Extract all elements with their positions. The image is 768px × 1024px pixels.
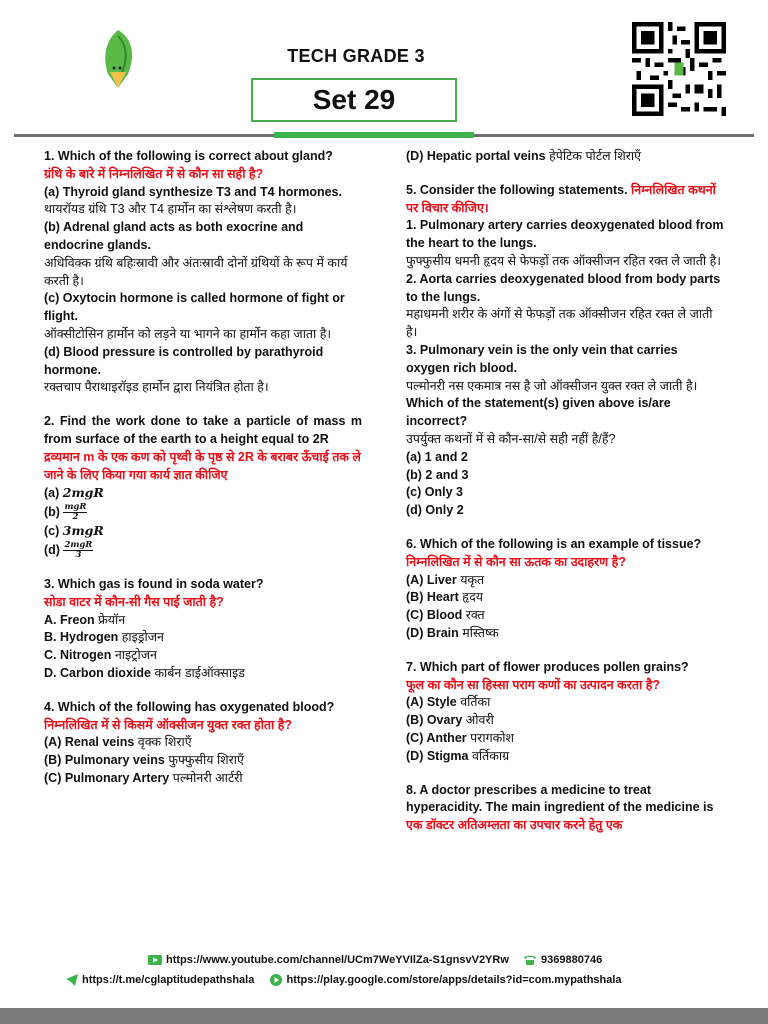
question-7-hi: फूल का कौन सा हिस्सा पराग कणों का उत्पादन करता है?: [406, 677, 661, 692]
option-line: (d) Only 2: [406, 503, 464, 518]
option-line: (C) Anther परागकोश: [406, 730, 514, 745]
statement-line: 1. Pulmonary artery carries deoxygenated blood from the heart to the lungs.: [406, 218, 724, 251]
option-line: C. Nitrogen नाइट्रोजन: [44, 648, 157, 663]
option-line: (A) Liver यकृत: [406, 572, 485, 587]
option-line: (D) Stigma वर्तिकाग्र: [406, 748, 510, 763]
qr-code[interactable]: [632, 22, 726, 116]
option-line: ऑक्सीटोसिन हार्मोन को लड़ने या भागने का हार्मोन कहा जाता है।: [44, 326, 332, 341]
question-1-en: 1. Which of the following is correct about gland?: [44, 149, 333, 163]
option-line: (a) Thyroid gland synthesize T3 and T4 hormones.: [44, 184, 342, 199]
left-column: [44, 148, 362, 804]
telegram-link[interactable]: https://t.me/cglaptitudepathshala: [82, 974, 255, 986]
question-1-hi: ग्रंथि के बारे में निम्नलिखित में से कौन सा सही है?: [44, 166, 264, 181]
set-number: Set 29: [251, 78, 457, 122]
telegram-icon[interactable]: [66, 974, 78, 986]
header-divider: [14, 132, 754, 138]
question-8-hi: एक डॉक्टर अतिअम्लता का उपचार करने हेतु एक: [406, 818, 623, 833]
question-5-en: 5. Consider the following statements.: [406, 182, 632, 197]
footer-line-1: [148, 954, 602, 966]
question-6-hi: निम्नलिखित में से कौन सा ऊतक का उदाहरण है?: [406, 554, 626, 569]
option-line: (b) 2 and 3: [406, 467, 469, 482]
youtube-icon[interactable]: [148, 955, 162, 965]
question-5-hi: निम्नलिखित कथनों पर विचार कीजिए।: [406, 182, 716, 215]
question-6-en: 6. Which of the following is an example of tissue?: [406, 536, 702, 551]
statement-line: पल्मोनरी नस एकमात्र नस है जो ऑक्सीजन युक्त रक्त ले जाती है।: [406, 378, 698, 393]
youtube-link[interactable]: https://www.youtube.com/channel/UCm7WeYVIlZa-S1gnsvV2YRw: [166, 954, 509, 966]
statement-line: Which of the statement(s) given above is/are incorrect?: [406, 396, 671, 429]
play-store-icon[interactable]: [270, 974, 282, 986]
option-line: (d) Blood pressure is controlled by parathyroid hormone.: [44, 344, 324, 377]
option-line: (B) Pulmonary veins फुफ्फुसीय शिराएँ: [44, 753, 244, 768]
option-line: (B) Heart हृदय: [406, 590, 484, 605]
option-line: (D) Brain मस्तिष्क: [406, 625, 499, 640]
question-7-en: 7. Which part of flower produces pollen grains?: [406, 659, 689, 674]
question-3-en: 3. Which gas is found in soda water?: [44, 576, 264, 591]
option-line: B. Hydrogen हाइड्रोजन: [44, 630, 164, 645]
question-3-hi: सोडा वाटर में कौन-सी गैस पाई जाती है?: [44, 594, 224, 609]
question-2-en: 2. Find the work done to take a particle of mass m from surface of the earth to a height equal to 2R: [44, 414, 362, 446]
statement-line: 2. Aorta carries deoxygenated blood from body parts to the lungs.: [406, 271, 721, 304]
option-line: (A) Renal veins वृक्क शिराएँ: [44, 735, 192, 750]
option-c: (c) 3mgR: [44, 523, 104, 539]
question-8-en: 8. A doctor prescribes a medicine to treat hyperacidity. The main ingredient of the medicine is: [406, 782, 714, 815]
question-8: [406, 782, 724, 835]
statement-line: फुफ्फुसीय धमनी हृदय से फेफड़ों तक ऑक्सीजन रहित रक्त ले जाती है।: [406, 253, 722, 268]
question-3: [44, 576, 362, 683]
option-line: (a) 1 and 2: [406, 449, 468, 464]
question-2-hi: द्रव्यमान m के एक कण को पृथ्वी के पृष्ठ से 2R के बराबर ऊँचाई तक ले जाने के लिए किया गया कार्य ज्ञात कीजिए: [44, 449, 361, 482]
option-line: अधिविक्क ग्रंथि बहिःस्रावी और अंतःस्रावी दोनों ग्रंथियों के रूप में कार्य करती है।: [44, 255, 348, 288]
statement-line: 3. Pulmonary vein is the only vein that carries oxygen rich blood.: [406, 342, 678, 375]
option-line: (C) Pulmonary Artery पल्मोनरी आर्टरी: [44, 770, 243, 785]
option-a: (a) 2mgR: [44, 485, 104, 501]
option-line: (c) Oxytocin hormone is called hormone of fight or flight.: [44, 291, 345, 324]
question-4: [44, 699, 362, 788]
question-4-en: 4. Which of the following has oxygenated blood?: [44, 699, 335, 714]
option-d: (d) $\frac{\text{2mgR}}{3}$: [44, 539, 93, 560]
option-b: (b) $\frac{\text{mgR}}{2}$: [44, 502, 87, 523]
page-title: TECH GRADE 3: [287, 46, 425, 66]
question-6: [406, 536, 724, 643]
right-column: [406, 148, 724, 851]
question-4-continued: (D) Hepatic portal veins हेपेटिक पोर्टल शिराएँ: [406, 149, 642, 163]
phone-icon: [523, 954, 537, 966]
phone-number[interactable]: 9369880746: [541, 954, 603, 966]
bottom-bar: [0, 1008, 768, 1024]
statement-line: उपर्युक्त कथनों में से कौन-सा/से सही नहीं है/हैं?: [406, 431, 616, 446]
option-line: रक्तचाप पैराथाइरॉइड हार्मोन द्वारा नियंत्रित होता है।: [44, 380, 269, 395]
question-1: [44, 148, 362, 397]
option-line: D. Carbon dioxide कार्बन डाईऑक्साइड: [44, 665, 245, 680]
footer-line-2: [66, 974, 622, 986]
option-line: (B) Ovary ओवरी: [406, 713, 494, 728]
question-5: [406, 182, 724, 520]
option-line: (C) Blood रक्त: [406, 608, 485, 623]
option-line: थायरॉयड ग्रंथि T3 और T4 हार्मोन का संश्लेषण करती है।: [44, 202, 297, 217]
option-line: (A) Style वर्तिका: [406, 695, 491, 710]
option-line: (c) Only 3: [406, 485, 463, 500]
question-4-hi: निम्नलिखित में से किसमें ऑक्सीजन युक्त रक्त होता है?: [44, 717, 293, 732]
pencil-leaf-logo: [96, 28, 140, 90]
option-line: (b) Adrenal gland acts as both exocrine and endocrine glands.: [44, 220, 304, 252]
play-store-link[interactable]: https://play.google.com/store/apps/details?id=com.mypathshala: [286, 974, 622, 986]
question-2: [44, 413, 362, 560]
question-7: [406, 659, 724, 766]
option-line: A. Freon फ्रेयॉन: [44, 612, 126, 627]
statement-line: महाधमनी शरीर के अंगों से फेफड़ों तक ऑक्सीजन रहित रक्त ले जाती है।: [406, 307, 713, 340]
